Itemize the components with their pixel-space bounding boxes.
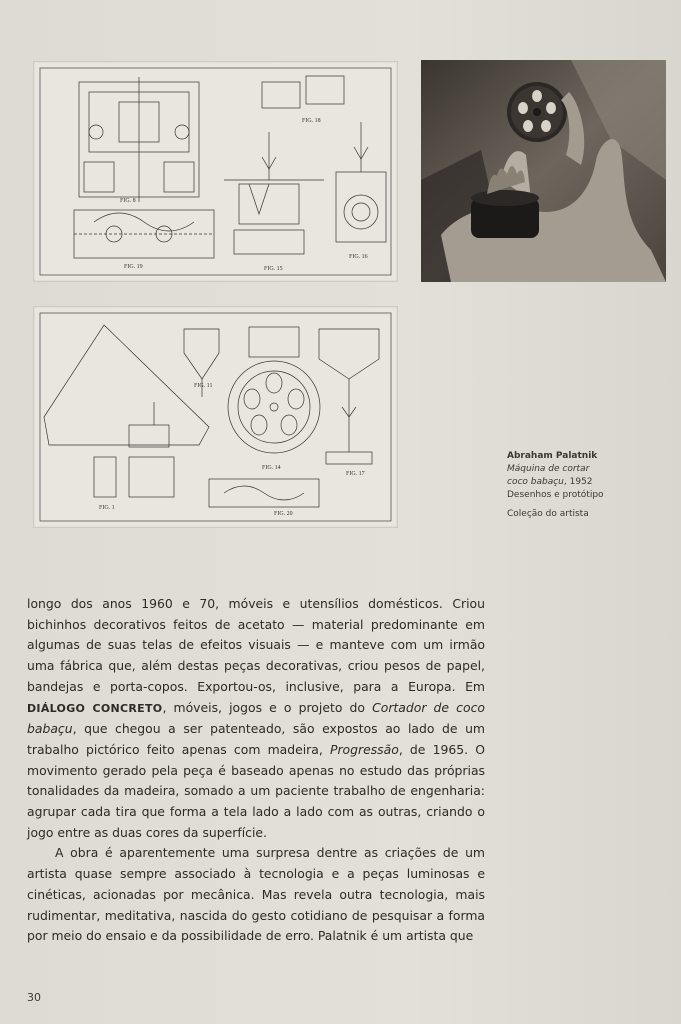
page-number: 30 xyxy=(27,991,41,1004)
paragraph-2: A obra é aparentemente uma surpresa dentre as criações de um artista quase sempre associado à tecnologia e a peças luminosas e cinéticas, acionadas por mecânica. Mas revela outra tecnologia, mais rudimentar, meditativa, nascida do gesto cotidiano de pesquisar a forma por meio do ensaio e da possibilidade de erro. Palatnik é um artista que xyxy=(27,845,485,944)
drawing-top-svg xyxy=(34,62,397,281)
caption-artist: Abraham Palatnik xyxy=(507,451,598,461)
fig-label: FIG. 20 xyxy=(274,511,293,517)
fig-label: FIG. 15 xyxy=(264,266,283,272)
caption-collection: Coleção do artista xyxy=(507,509,589,519)
fig-label: FIG. 16 xyxy=(349,254,368,260)
technical-drawing-bottom xyxy=(33,306,398,528)
figure-caption xyxy=(507,450,677,521)
fig-label: FIG. 18 xyxy=(302,118,321,124)
work-name: Progressão xyxy=(329,741,399,757)
caption-title-line2: coco babaçu, 1952 xyxy=(507,477,593,487)
project-name: Cortador de coco babaçu xyxy=(27,699,485,737)
exhibition-name: DIÁLOGO CONCRETO xyxy=(27,701,163,715)
body-text xyxy=(27,594,485,947)
fig-label: FIG. 17 xyxy=(346,471,365,477)
fig-label: FIG. 8 xyxy=(120,198,136,204)
paragraph-1: longo dos anos 1960 e 70, móveis e utensílios domésticos. Criou bichinhos decorativos feitos de acetato — material predominante em algumas de suas telas de efeitos visuais — e manteve com um irmão uma fábrica que, além destas peças decorativas, criou pesos de papel, bandejas e porta-copos. Exportou-os, inclusive, para a Europa. Em DIÁLOGO CONCRETO, móveis, jogos e o projeto do Cortador de coco babaçu, que chegou a ser patenteado, são expostos ao lado de um trabalho pictórico feito apenas com madeira, Progressão, de 1965. O movimento gerado pela peça é baseado apenas no estudo das próprias tonalidades da madeira, somado a um paciente trabalho de engenharia: agrupar cada tira que forma a tela lado a lado com as outras, criando o jogo entre as duas cores da superfície. xyxy=(27,596,485,840)
caption-medium: Desenhos e protótipo xyxy=(507,490,604,500)
photo-svg xyxy=(421,60,666,282)
caption-title-line1: Máquina de cortar xyxy=(507,464,590,474)
fig-label: FIG. 11 xyxy=(194,383,213,389)
prototype-photo xyxy=(421,60,666,282)
fig-label: FIG. 1 xyxy=(99,505,115,511)
technical-drawing-top xyxy=(33,61,398,282)
drawing-bottom-svg xyxy=(34,307,397,527)
fig-label: FIG. 14 xyxy=(262,465,281,471)
fig-label: FIG. 19 xyxy=(124,264,143,270)
